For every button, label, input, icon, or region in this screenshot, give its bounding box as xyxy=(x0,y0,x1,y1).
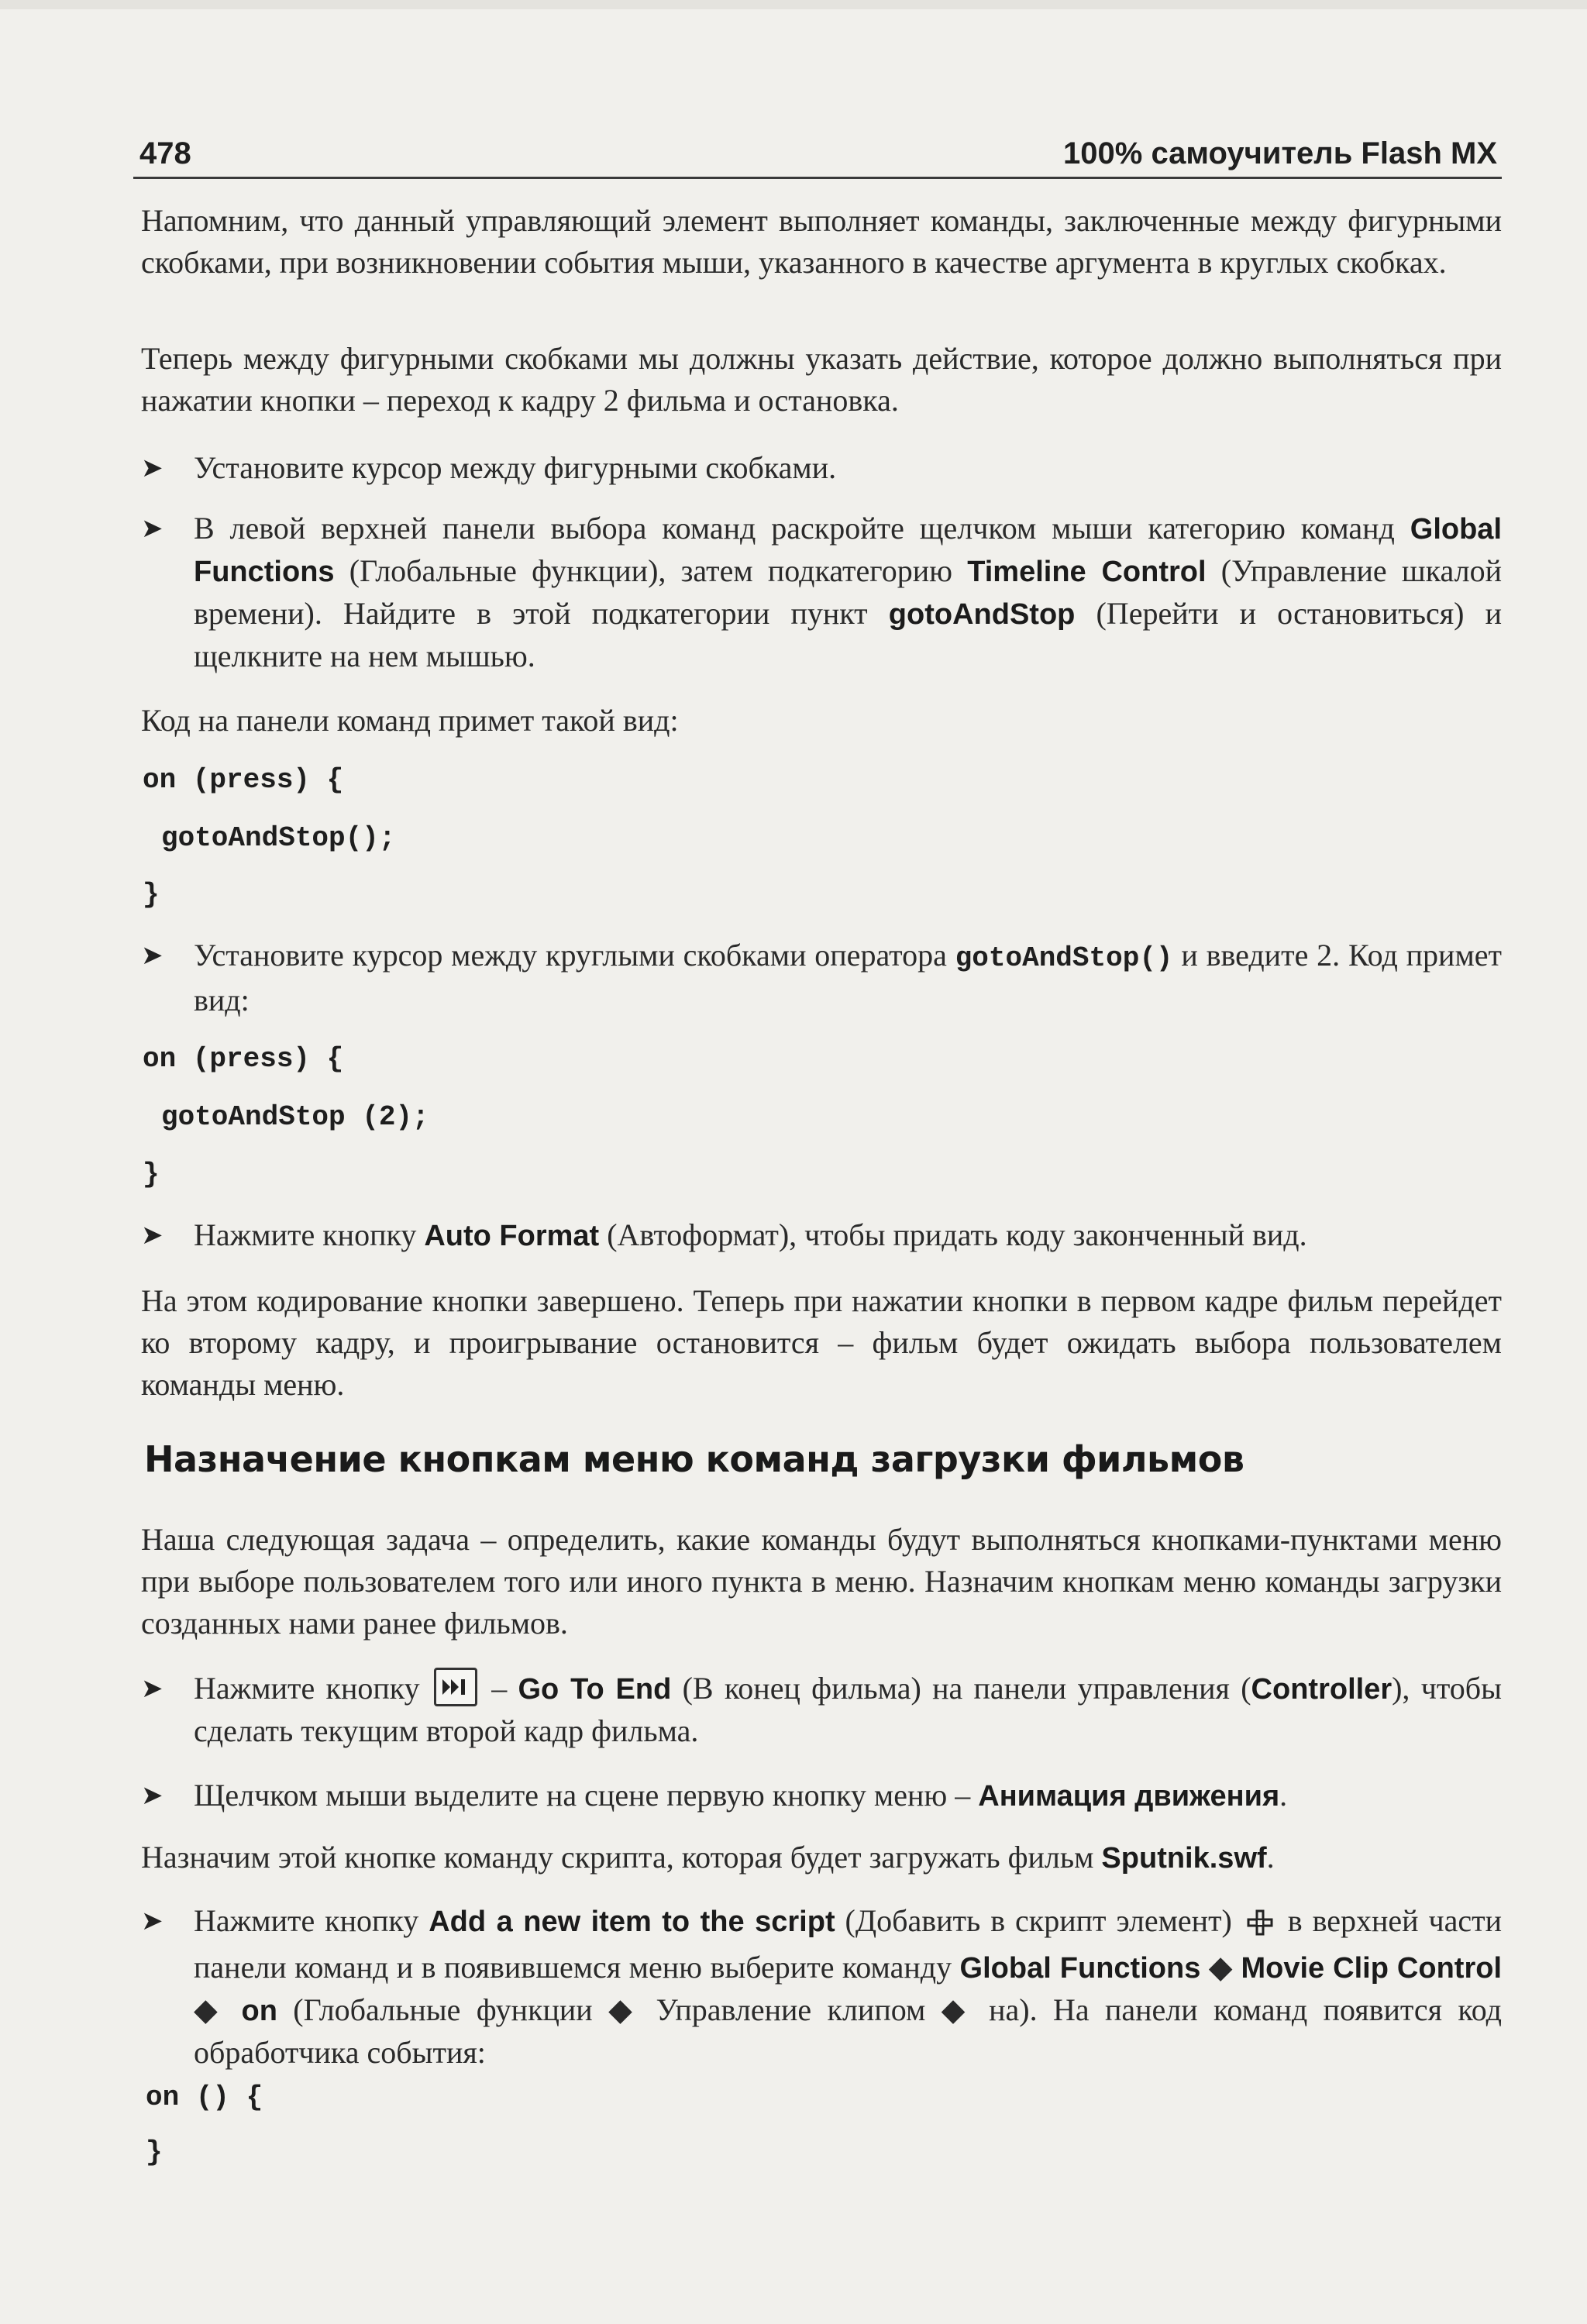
list-item xyxy=(141,1214,1502,1257)
list-item-text: Нажмите кнопку Auto Format (Автоформат), чтобы придать коду законченный вид. xyxy=(194,1217,1307,1252)
go-to-end-icon xyxy=(434,1668,477,1706)
arrowhead-bullet-icon: ➤ xyxy=(141,1906,164,1937)
bold-term: Global Functions xyxy=(959,1952,1201,1985)
bold-term: Анимация движения xyxy=(978,1780,1280,1813)
list-item-text: Нажмите кнопку – Go To End (В конец фильма) на панели управления (Controller), чтобы сделать текущим второй кадр фильма. xyxy=(194,1668,1502,1752)
arrowhead-bullet-icon: ➤ xyxy=(141,1220,164,1251)
code-line: } xyxy=(143,1159,160,1190)
bold-term: Go To End xyxy=(518,1673,672,1706)
list-item xyxy=(141,935,1502,1021)
book-title: 100% самоучитель Flash MX xyxy=(1063,136,1497,170)
bold-term: Add a new item to the script xyxy=(429,1906,835,1938)
bold-term: Sputnik.swf xyxy=(1101,1842,1267,1875)
bold-term: on xyxy=(241,1995,277,2027)
list-item-text: Установите курсор между круглыми скобками оператора gotoAndStop() и введите 2. Код примет вид: xyxy=(194,938,1503,1017)
arrowhead-bullet-icon: ➤ xyxy=(141,513,164,544)
bold-term: Global Functions xyxy=(194,513,1502,588)
list-item-text: Щелчком мыши выделите на сцене первую кнопку меню – Анимация движения. xyxy=(194,1778,1288,1813)
code-line: gotoAndStop(); xyxy=(161,822,396,854)
add-item-icon xyxy=(1247,1905,1273,1947)
code-line: } xyxy=(146,2136,163,2168)
paragraph-5: Наша следующая задача – определить, какие команды будут выполняться кнопками-пунктами меню при выборе пользователем того или иного пункта в меню. Назначим кнопкам меню команды загрузки созданных нами ранее фильмов. xyxy=(141,1522,1502,1641)
list-item-text: Нажмите кнопку Add a new item to the script (Добавить в скрипт элемент) в верхней части панели команд и в появившемся меню выберите команду Global Functions ◆ Movie Clip Control ◆ on (Глобальные функции ◆ Управление клипом ◆ на). На панели команд появится код обработчика события: xyxy=(194,1903,1503,2070)
bold-term: gotoAndStop xyxy=(888,598,1076,631)
code-line: gotoAndStop (2); xyxy=(161,1101,429,1133)
list-item-text: В левой верхней панели выбора команд раскройте щелчком мыши категорию команд Global Functions (Глобальные функции), затем подкатегорию Timeline Control (Управление шкалой времени). Найдите в этой подкатегории пункт gotoAndStop (Перейти и остановиться) и щелкните на нем мышью. xyxy=(194,511,1503,673)
arrowhead-bullet-icon: ➤ xyxy=(141,1673,164,1704)
code-term: gotoAndStop() xyxy=(955,942,1173,974)
list-item xyxy=(141,508,1502,677)
code-line: on (press) { xyxy=(143,1043,344,1075)
bold-term: Movie Clip Control xyxy=(1241,1952,1503,1985)
bold-term: Timeline Control xyxy=(967,556,1207,588)
section-heading: Назначение кнопкам меню команд загрузки фильмов xyxy=(144,1438,1244,1480)
paragraph-4: На этом кодирование кнопки завершено. Теперь при нажатии кнопки в первом кадре фильм перейдет ко второму кадру, и проигрывание остановится – фильм будет ожидать выбора пользователем команды меню. xyxy=(141,1283,1502,1402)
page-number: 478 xyxy=(139,136,191,170)
bold-term: Controller xyxy=(1251,1673,1392,1706)
list-item xyxy=(141,1775,1502,1817)
list-item-text: Установите курсор между фигурными скобками. xyxy=(194,450,837,485)
arrowhead-bullet-icon: ➤ xyxy=(141,1780,164,1811)
paragraph-1: Напомним, что данный управляющий элемент выполняет команды, заключенные между фигурными скобками, при возникновении события мыши, указанного в качестве аргумента в круглых скобках. xyxy=(141,203,1502,280)
arrowhead-bullet-icon: ➤ xyxy=(141,940,164,971)
code-line: } xyxy=(143,879,160,911)
list-item xyxy=(141,1668,1502,1752)
arrowhead-bullet-icon: ➤ xyxy=(141,453,164,484)
paragraph-2: Теперь между фигурными скобками мы должны указать действие, которое должно выполняться при нажатии кнопки – переход к кадру 2 фильма и остановка. xyxy=(141,341,1502,418)
list-item xyxy=(141,1900,1502,2074)
code-line: on () { xyxy=(146,2081,263,2113)
code-line: on (press) { xyxy=(143,764,344,796)
list-item xyxy=(141,447,1502,489)
bold-term: Auto Format xyxy=(424,1220,600,1252)
paragraph-6: Назначим этой кнопке команду скрипта, которая будет загружать фильм Sputnik.swf. xyxy=(141,1840,1275,1875)
page-header xyxy=(133,132,1502,179)
paragraph-3: Код на панели команд примет такой вид: xyxy=(141,703,679,738)
